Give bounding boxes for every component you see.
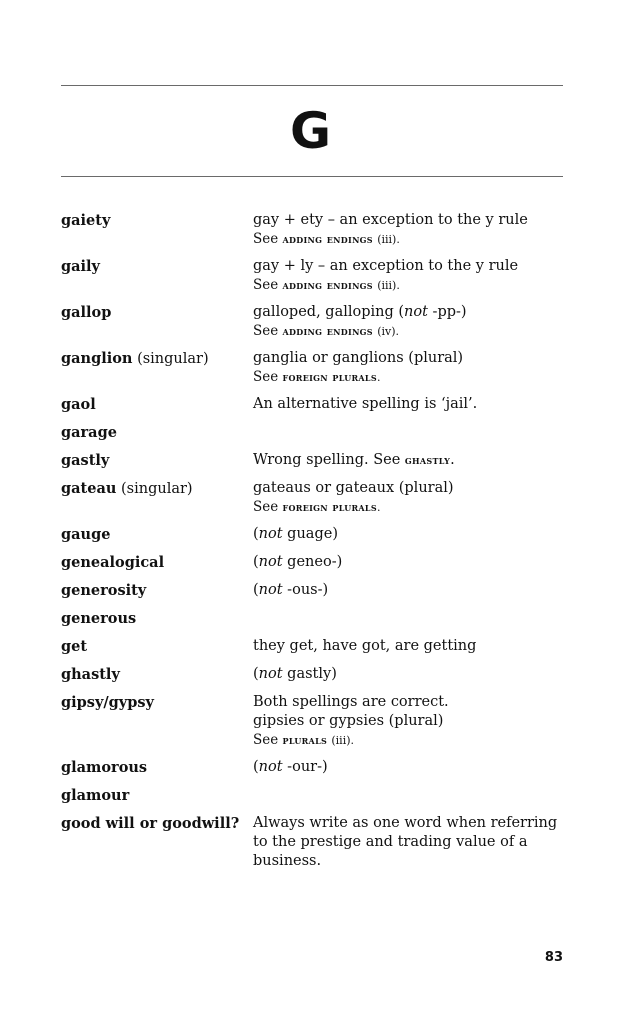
see-prefix: See — [253, 323, 279, 339]
see-number: . — [376, 371, 381, 384]
definition-line: gay + ly – an exception to the y rule — [253, 258, 519, 274]
see-reference — [253, 368, 563, 387]
headword-text: gastly — [61, 452, 110, 469]
see-prefix: See — [253, 277, 279, 293]
headword — [61, 479, 253, 499]
entry-2 — [61, 303, 563, 341]
definition — [253, 758, 563, 778]
see-reference — [253, 276, 563, 295]
definition — [253, 303, 563, 341]
entry-17 — [61, 814, 563, 871]
see-number: (iii). — [377, 233, 400, 246]
definition — [253, 814, 563, 871]
entry-14 — [61, 693, 563, 750]
see-reference — [253, 731, 563, 750]
definition — [253, 665, 563, 685]
definition — [253, 693, 563, 750]
see-prefix: See — [253, 732, 279, 748]
headword-text: glamour — [61, 787, 130, 804]
definition — [253, 581, 563, 601]
see-target: foreign plurals — [282, 500, 377, 514]
headword-text: good will or goodwill? — [61, 815, 240, 832]
headword-text: gauge — [61, 526, 111, 543]
see-target: adding endings — [282, 278, 373, 292]
definition-line: (not guage) — [253, 526, 338, 542]
entry-10 — [61, 581, 563, 601]
definition-line: (not -ous-) — [253, 582, 329, 598]
entry-4 — [61, 395, 563, 415]
headword-text: gallop — [61, 304, 112, 321]
page-number: 83 — [544, 950, 563, 965]
headword — [61, 257, 253, 277]
definition — [253, 609, 563, 629]
definition-line: Wrong spelling. See ghastly. — [253, 452, 455, 468]
definition-line: gateaus or gateaux (plural) — [253, 480, 454, 496]
headword — [61, 786, 253, 806]
see-reference — [253, 230, 563, 249]
definition-line: galloped, galloping (not -pp-) — [253, 304, 467, 320]
headword-text: generous — [61, 610, 137, 627]
definition-line: Always write as one word when referring — [253, 815, 558, 831]
headword — [61, 211, 253, 231]
headword — [61, 758, 253, 778]
definition-line: to the prestige and trading value of a — [253, 834, 528, 850]
headword — [61, 814, 253, 834]
definition — [253, 479, 563, 517]
headword — [61, 451, 253, 471]
entry-1 — [61, 257, 563, 295]
entry-3 — [61, 349, 563, 387]
definition — [253, 211, 563, 249]
entry-11 — [61, 609, 563, 629]
definition-line: (not -our-) — [253, 759, 328, 775]
headword — [61, 423, 253, 443]
headword-text: garage — [61, 424, 117, 441]
definition — [253, 786, 563, 806]
definition-line: (not gastly) — [253, 666, 337, 682]
dictionary-entries — [61, 211, 563, 879]
headword — [61, 581, 253, 601]
definition-line: ganglia or ganglions (plural) — [253, 350, 464, 366]
definition — [253, 349, 563, 387]
see-target: foreign plurals — [282, 370, 377, 384]
headword-text: gipsy/gypsy — [61, 694, 154, 711]
headword — [61, 609, 253, 629]
definition — [253, 553, 563, 573]
definition-line: they get, have got, are getting — [253, 638, 477, 654]
entry-6 — [61, 451, 563, 471]
headword-text: glamorous — [61, 759, 148, 776]
see-target: adding endings — [282, 232, 373, 246]
headword — [61, 395, 253, 415]
entry-8 — [61, 525, 563, 545]
definition — [253, 257, 563, 295]
headword — [61, 637, 253, 657]
headword-text: ganglion — [61, 350, 133, 367]
definition — [253, 423, 563, 443]
headword-text: gaiety — [61, 212, 111, 229]
see-prefix: See — [253, 499, 279, 515]
entry-12 — [61, 637, 563, 657]
definition — [253, 451, 563, 471]
headword-text: ghastly — [61, 666, 120, 683]
entry-5 — [61, 423, 563, 443]
definition-line: (not geneo-) — [253, 554, 343, 570]
definition — [253, 637, 563, 657]
see-target: plurals — [282, 733, 328, 747]
headword — [61, 693, 253, 713]
entry-9 — [61, 553, 563, 573]
entry-16 — [61, 786, 563, 806]
see-prefix: See — [253, 231, 279, 247]
definition-line: Both spellings are correct. — [253, 694, 449, 710]
bottom-rule — [61, 176, 563, 177]
see-number: (iv). — [377, 325, 399, 338]
see-reference — [253, 498, 563, 517]
section-letter: G — [289, 102, 332, 160]
see-number: (iii). — [377, 279, 400, 292]
headword — [61, 303, 253, 323]
top-rule — [61, 85, 563, 86]
headword-text: gateau — [61, 480, 117, 497]
definition-line: An alternative spelling is ‘jail’. — [253, 396, 478, 412]
see-reference — [253, 322, 563, 341]
definition-line: gipsies or gypsies (plural) — [253, 713, 444, 729]
headword-text: genealogical — [61, 554, 165, 571]
definition-line: business. — [253, 853, 322, 869]
headword-note: (singular) — [121, 481, 193, 497]
entry-7 — [61, 479, 563, 517]
headword-text: generosity — [61, 582, 147, 599]
headword-note: (singular) — [137, 351, 209, 367]
entry-15 — [61, 758, 563, 778]
see-prefix: See — [253, 369, 279, 385]
headword — [61, 525, 253, 545]
headword-text: get — [61, 638, 88, 655]
see-number: (iii). — [331, 734, 355, 747]
headword-text: gaol — [61, 396, 96, 413]
headword — [61, 349, 253, 369]
see-number: . — [376, 501, 381, 514]
definition — [253, 395, 563, 415]
headword — [61, 665, 253, 685]
headword-text: gaily — [61, 258, 100, 275]
headword — [61, 553, 253, 573]
definition — [253, 525, 563, 545]
definition-line: gay + ety – an exception to the y rule — [253, 212, 528, 228]
entry-0 — [61, 211, 563, 249]
entry-13 — [61, 665, 563, 685]
see-target: adding endings — [282, 324, 373, 338]
